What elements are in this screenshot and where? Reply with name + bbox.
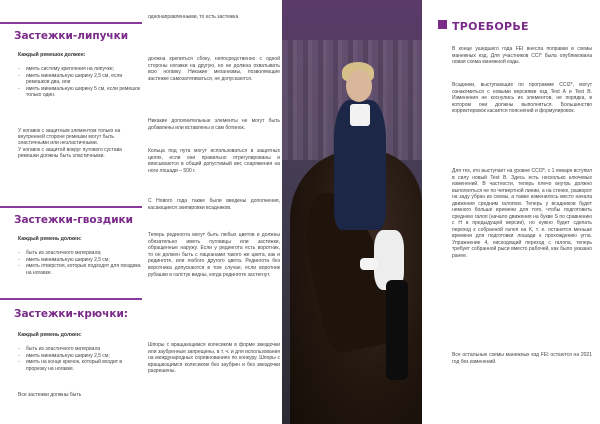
continuation-text: Все застежки должны быть [18,392,82,398]
section-title-velcro: Застежки-липучки [14,30,129,42]
paragraph: Теперь редингота могут быть любых цветов и должны обязательно иметь пуговицы или застежки, обращенные наружу. Если у редингота есть воротник, то он должен быть с лацканами такого же цвета, как и рединготе, или любого другого цвета. Редингота без воротника допускаются в том случае, если воротник рубашки и галстук видны, когда рединготе застегнут. [148,232,280,278]
section-title-hooks: Застежки-крючки: [14,308,129,320]
paragraph: Для тех, кто выступает на уровне CCI3*, с 1 января вступил в силу новый Test B. Здесь есть несколько ключевых изменений. В частности, теперь плечо внутрь должно выполняться не по четвертной линии, а на стенке, разворот на заду убран из схемы, а также изменилось место начала движения средним галопом. Теперь у всадников будет немного больше времени для того, чтобы подготовить среднюю галоп (начало движения на букве S по сравнению с H в предыдущей версии), но нужно будет сделать переход к собранной галоп на K, т. е. останется меньше времени для подготовки лошади к прохождению угла. Упражнение 4, нисходящий переход с галопа, теперь требует собранной рыси вместо рабочей, как было указано ранее. [452,168,592,259]
list-item: - иметь отверстия, которые подходят для гвоздика на ногавке. [18,263,142,275]
paragraph: В конце ушедшего года FEI внесла поправки в схемы манежных езд. Для участников CCI* была опубликована новая схема манежной езды. [452,46,592,65]
list-item: - иметь минимальную ширину 2,5 см, если ремешков два, или [18,73,142,85]
section-title-eventing: ТРОЕБОРЬЕ [452,20,529,33]
list-item: - иметь систему крепления на липучке; [18,66,142,72]
list-item: - быть из эластичного материала; [18,250,142,256]
paragraph: Всадники, выступающие по программе CCI2*, могут ознакомиться с новыми версиями езд Test A и Test B. Изменения не коснулись их элементов, не порядка, в котором они должны выполняться. Большинство корректировок касается пояснений и формулировок. [452,82,592,114]
list-item: - иметь на конце крючок, который входит в прорезку на ногавке. [18,359,142,371]
paragraph: Никакие дополнительные элементы не могут быть добавлены или вставлены в сам ботинок. [148,118,280,131]
section-divider [0,206,142,208]
paragraph: Шпоры с вращающимся колесиком в форме звездочки или заубренные запрещены, в т. ч. и для использования на международных соревнованиях по конкуру. Шпоры с вращающимся колесиком без заубрин и без звездочки разрешены. [148,342,280,375]
hooks-requirements-list [18,346,142,372]
section-subtitle: Каждый ремень должен: [18,236,82,242]
section-title-studs: Застежки-гвоздики [14,214,134,226]
paragraph: Кольца под пута могут использоваться в защитных целях, если они правильно отрегулированы и вписываются в общий допустимый вес снаряжения на ноги лошади – 500 г. [148,148,280,174]
dressage-rider-photo [282,0,422,424]
section-divider [0,298,142,300]
title-square-marker [438,20,447,29]
studs-requirements-list [18,250,142,276]
list-item: - иметь минимальную ширину 5 см, если ремешок только один. [18,86,142,98]
left-column [0,0,142,424]
middle-column [148,0,280,424]
velcro-requirements-list [18,66,142,99]
list-item: - иметь минимальную ширину 2,5 см; [18,353,142,359]
list-item: - иметь минимальную ширину 2,5 см; [18,257,142,263]
paragraph: Все остальные схемы манежных езд FEI остаются на 2021 год без изменений. [452,352,592,365]
paragraph: должна крепиться сбоку, непосредственно с одной стороны ногавки на другую, но не должна охватывать всю ногавку. Никакие механизмы, позволяющие застежке самозатягиваться, не допускаются. [148,56,280,82]
right-column [430,0,600,424]
velcro-paragraph: У ногавок с защитным элементом только на внутренней стороне ремешки могут быть эластичными или неэластичными. У ногавок с защитой вокруг путового сустава ремешки должны быть эластичными. [18,128,122,159]
list-item: - быть из эластичного материала [18,346,142,352]
paragraph: однонаправленными, то есть застежка [148,14,239,20]
section-subtitle: Каждый ремень должен: [18,332,82,338]
paragraph: С Нового года также были введены дополнения, касающиеся экипировки всадников. [148,198,280,211]
section-subtitle: Каждый ремешок должен: [18,52,86,58]
section-divider [0,22,142,24]
